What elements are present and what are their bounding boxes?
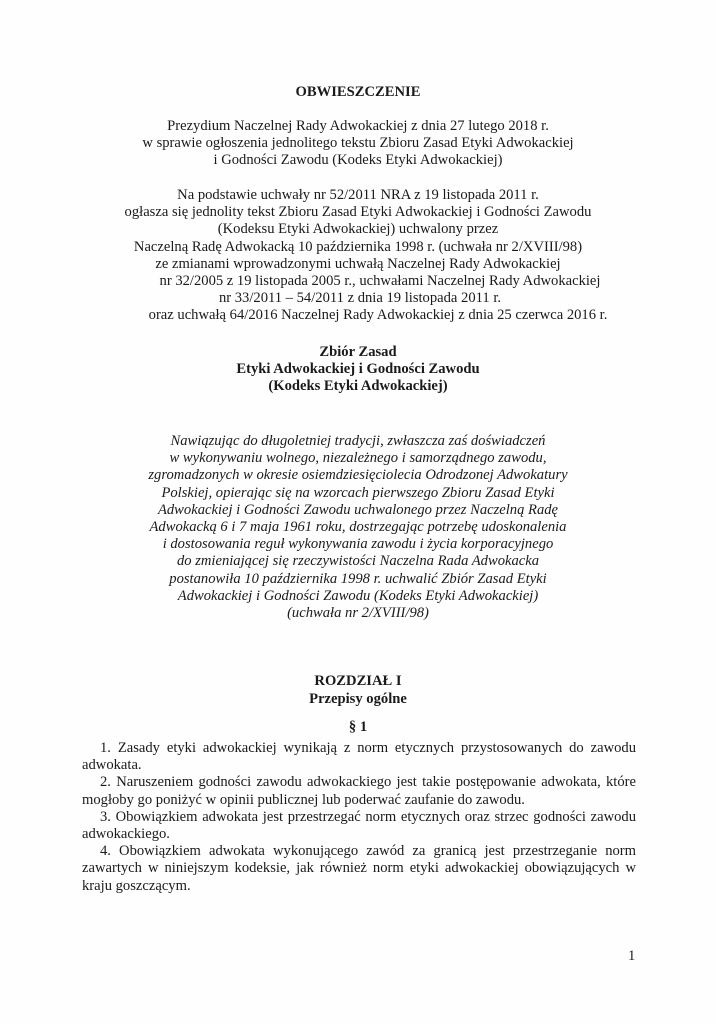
preamble-line: zgromadzonych w okresie osiemdziesięciolecia Odrodzonej Adwokatury xyxy=(148,467,568,484)
code-title-line: Zbiór Zasad xyxy=(319,344,397,360)
code-title-block xyxy=(0,344,716,396)
preamble-block xyxy=(0,433,716,622)
paragraph: 3. Obowiązkiem adwokata jest przestrzegać norm etycznych oraz strzec godności zawodu adwokackiego. xyxy=(82,808,636,843)
basis-line: nr 33/2011 – 54/2011 z dnia 19 listopada 2011 r. xyxy=(218,290,502,307)
basis-line: ogłasza się jednolity tekst Zbioru Zasad Etyki Adwokackiej i Godności Zawodu xyxy=(124,204,592,221)
page-number: 1 xyxy=(628,948,636,964)
basis-line: oraz uchwałą 64/2016 Naczelnej Rady Adwokackiej z dnia 25 czerwca 2016 r. xyxy=(148,307,608,324)
basis-block xyxy=(0,187,716,325)
header-block xyxy=(0,118,716,170)
basis-line: Na podstawie uchwały nr 52/2011 NRA z 19 listopada 2011 r. xyxy=(177,187,539,203)
preamble-line: do zmieniającej się rzeczywistości Naczelna Rada Adwokacka xyxy=(176,553,540,570)
section-body xyxy=(82,740,636,895)
paragraph: 2. Naruszeniem godności zawodu adwokackiego jest takie postępowanie adwokata, które mogłoby go poniżyć w opinii publicznej lub poderwać zaufanie do zawodu. xyxy=(82,774,636,808)
preamble-line: i dostosowania reguł wykonywania zawodu i życia korporacyjnego xyxy=(162,536,554,553)
document-title: OBWIESZCZENIE xyxy=(295,84,421,100)
preamble-line: Adwokacką 6 i 7 maja 1961 roku, dostrzegając potrzebę udoskonalenia xyxy=(149,519,567,536)
header-line: w sprawie ogłoszenia jednolitego tekstu Zbioru Zasad Etyki Adwokackiej xyxy=(142,135,574,152)
section-number: § 1 xyxy=(348,719,368,735)
preamble-line: Nawiązując do długoletniej tradycji, zwłaszcza zaś doświadczeń xyxy=(170,433,546,449)
basis-line: nr 32/2005 z 19 listopada 2005 r., uchwałami Naczelnej Rady Adwokackiej xyxy=(159,273,601,290)
header-line: Prezydium Naczelnej Rady Adwokackiej z dnia 27 lutego 2018 r. xyxy=(167,118,549,134)
preamble-line: Polskiej, opierając się na wzorcach pierwszego Zbioru Zasad Etyki xyxy=(161,484,555,501)
preamble-line: (uchwała nr 2/XVIII/98) xyxy=(287,605,429,622)
preamble-line: postanowiła 10 października 1998 r. uchwalić Zbiór Zasad Etyki xyxy=(169,570,547,587)
header-line: i Godności Zawodu (Kodeks Etyki Adwokackiej) xyxy=(213,152,503,169)
paragraph: 1. Zasady etyki adwokackiej wynikają z norm etycznych przystosowanych do zawodu adwokata. xyxy=(82,740,636,774)
chapter-number: ROZDZIAŁ I xyxy=(314,673,402,689)
basis-line: Naczelną Radę Adwokacką 10 października 1998 r. (uchwała nr 2/XVIII/98) xyxy=(133,238,583,255)
paragraph: 4. Obowiązkiem adwokata wykonującego zawód za granicą jest przestrzeganie norm zawartych w niniejszym kodeksie, jak również norm etyki adwokackiej obowiązujących w kraju goszczącym. xyxy=(82,843,636,894)
chapter-title: Przepisy ogólne xyxy=(309,691,407,707)
basis-line: ze zmianami wprowadzonymi uchwałą Naczelnej Rady Adwokackiej xyxy=(155,255,561,272)
preamble-line: Adwokackiej i Godności Zawodu uchwalonego przez Naczelną Radę xyxy=(157,501,559,518)
preamble-line: Adwokackiej i Godności Zawodu (Kodeks Etyki Adwokackiej) xyxy=(177,587,539,604)
code-title-line: (Kodeks Etyki Adwokackiej) xyxy=(268,378,448,395)
code-title-line: Etyki Adwokackiej i Godności Zawodu xyxy=(236,361,480,378)
preamble-line: w wykonywaniu wolnego, niezależnego i samorządnego zawodu, xyxy=(169,450,547,467)
basis-line: (Kodeksu Etyki Adwokackiej) uchwalony przez xyxy=(217,221,499,238)
